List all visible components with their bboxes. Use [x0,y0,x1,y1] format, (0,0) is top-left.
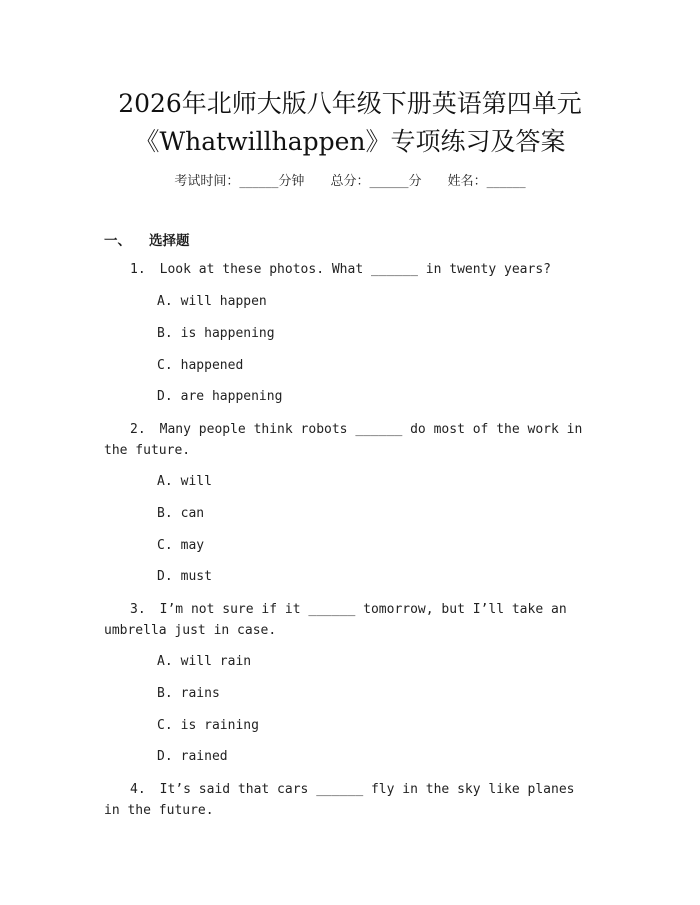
option-text: will rain [180,654,252,669]
option-text: is raining [180,718,259,733]
option-letter: B. [157,326,173,341]
answer-option [157,538,204,553]
option-text: are happening [180,389,283,404]
question-number: 3. [130,602,146,617]
question-stem [104,259,590,280]
option-letter: A. [157,294,173,309]
answer-option [157,654,251,669]
section-title: 选择题 [149,233,190,249]
answer-option [157,294,267,309]
option-text: happened [180,358,244,373]
option-letter: C. [157,718,173,733]
option-letter: C. [157,538,173,553]
document-title-line-2: 《Whatwillhappen》专项练习及答案 [134,127,566,156]
option-text: must [180,569,212,584]
option-text: rains [180,686,220,701]
option-letter: B. [157,506,173,521]
question-number: 2. [130,422,146,437]
question-stem [104,599,590,641]
option-letter: C. [157,358,173,373]
option-text: will happen [180,294,267,309]
section-number: 一、 [104,233,131,249]
exam-time-field: 考试时间：______分钟 [174,174,305,189]
option-text: is happening [180,326,275,341]
option-text: rained [180,749,228,764]
question-number: 4. [130,782,146,797]
option-letter: D. [157,569,173,584]
option-text: may [180,538,205,553]
option-text: can [180,506,205,521]
option-letter: A. [157,474,173,489]
option-text: will [180,474,212,489]
answer-option [157,389,282,404]
answer-option [157,686,220,701]
option-letter: D. [157,749,173,764]
student-name-field: 姓名：______ [447,174,526,189]
question-stem [104,779,590,821]
answer-option [157,569,212,584]
document-title-line-1: 2026年北师大版八年级下册英语第四单元 [118,89,582,118]
answer-option [157,474,212,489]
option-letter: D. [157,389,173,404]
option-letter: B. [157,686,173,701]
question-text: I’m not sure if it ______ tomorrow, but I’ll take an umbrella just in case. [104,602,567,638]
answer-option [157,718,259,733]
question-number: 1. [130,262,146,277]
question-text: Many people think robots ______ do most of the work in the future. [104,422,583,458]
exam-info [0,170,700,189]
option-letter: A. [157,654,173,669]
question-text: Look at these photos. What ______ in twenty years? [159,262,551,277]
total-score-field: 总分：______分 [330,174,422,189]
answer-option [157,326,275,341]
answer-option [157,506,204,521]
answer-option [157,358,243,373]
section-heading [104,229,190,249]
answer-option [157,749,228,764]
question-text: It’s said that cars ______ fly in the sky like planes in the future. [104,782,575,818]
question-stem [104,419,590,461]
